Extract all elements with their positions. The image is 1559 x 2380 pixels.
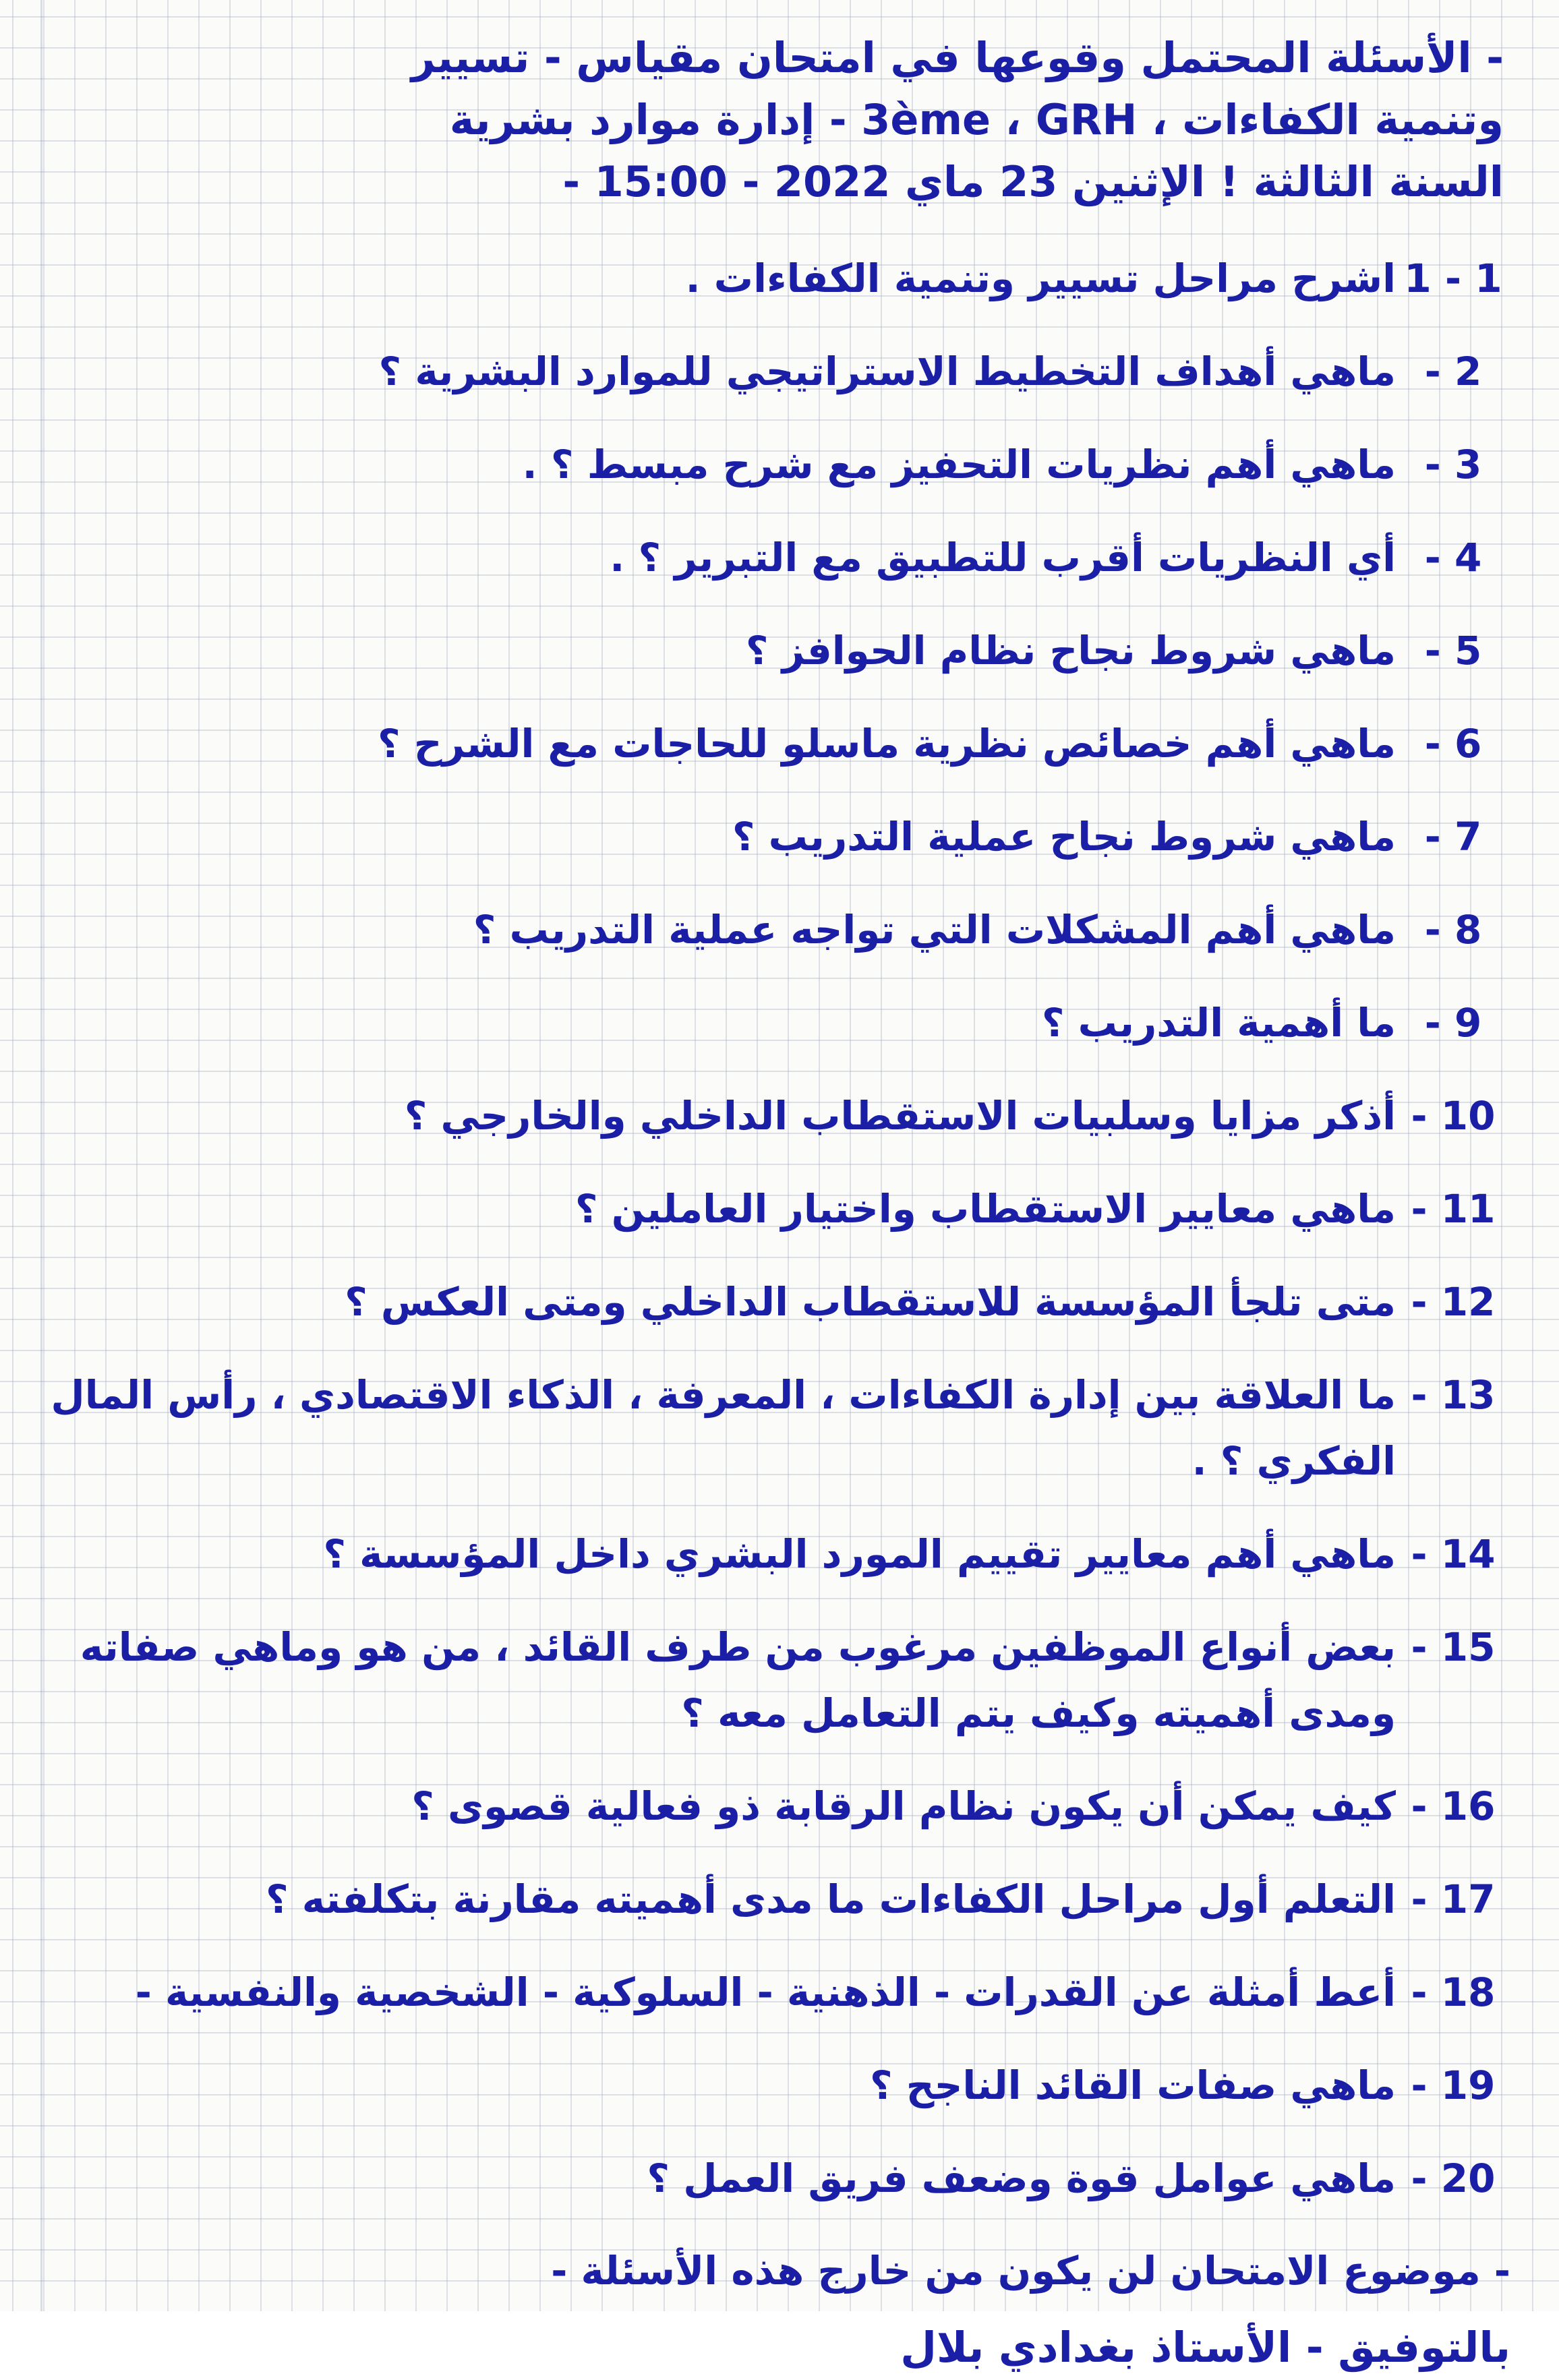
question-9 <box>47 990 1510 1056</box>
page-margin-line <box>40 0 42 2311</box>
question-text: ماهي أهداف التخطيط الاستراتيجي للموارد البشرية ؟ <box>378 349 1396 394</box>
question-13 <box>47 1362 1510 1494</box>
question-16 <box>47 1773 1510 1839</box>
question-text: بعض أنواع الموظفين مرغوب من طرف القائد ، من هو وماهي صفاته ومدى أهميته وكيف يتم التعامل معه ؟ <box>80 1624 1396 1736</box>
question-number: 6 - <box>1424 721 1482 767</box>
question-2 <box>47 338 1510 405</box>
question-number: 16 - <box>1411 1783 1496 1829</box>
question-20 <box>47 2145 1510 2211</box>
question-number: 1 - 1 <box>1404 256 1502 301</box>
question-text: التعلم أول مراحل الكفاءات ما مدى أهميته مقارنة بتكلفته ؟ <box>265 1876 1396 1922</box>
question-19 <box>47 2052 1510 2118</box>
question-text: ماهي شروط نجاح عملية التدريب ؟ <box>732 814 1396 860</box>
question-number: 17 - <box>1411 1876 1496 1922</box>
question-12 <box>47 1269 1510 1335</box>
question-number: 19 - <box>1411 2062 1496 2108</box>
question-15 <box>47 1614 1510 1746</box>
header-line-1: - الأسئلة المحتمل وقوعها في امتحان مقياس - تسيير <box>411 33 1504 82</box>
question-number: 2 - <box>1424 349 1482 394</box>
question-number: 3 - <box>1424 442 1482 487</box>
question-14 <box>47 1521 1510 1587</box>
question-text: ماهي معايير الاستقطاب واختيار العاملين ؟ <box>575 1186 1396 1232</box>
question-text: كيف يمكن أن يكون نظام الرقابة ذو فعالية قصوى ؟ <box>411 1783 1396 1829</box>
question-number: 10 - <box>1411 1093 1496 1139</box>
header <box>47 27 1510 213</box>
question-6 <box>47 711 1510 777</box>
question-text: ماهي أهم خصائص نظرية ماسلو للحاجات مع الشرح ؟ <box>377 721 1396 767</box>
header-line-3: السنة الثالثة ! الإثنين 23 ماي 2022 - 15:00 - <box>562 157 1504 206</box>
exam-scope-note: - موضوع الامتحان لن يكون من خارج هذه الأسئلة - <box>551 2248 1510 2294</box>
question-text: ما أهمية التدريب ؟ <box>1041 1000 1396 1046</box>
question-text: أي النظريات أقرب للتطبيق مع التبرير ؟ . <box>610 535 1396 581</box>
question-text: متى تلجأ المؤسسة للاستقطاب الداخلي ومتى العكس ؟ <box>345 1279 1396 1325</box>
question-number: 13 - <box>1411 1372 1496 1418</box>
handwritten-sheet <box>47 27 1510 2372</box>
question-text: أعط أمثلة عن القدرات - الذهنية - السلوكية - الشخصية والنفسية - <box>135 1969 1396 2015</box>
question-text: اشرح مراحل تسيير وتنمية الكفاءات . <box>685 256 1396 301</box>
question-17 <box>47 1866 1510 1932</box>
question-8 <box>47 897 1510 963</box>
question-text: ماهي صفات القائد الناجح ؟ <box>869 2062 1396 2108</box>
question-5 <box>47 618 1510 684</box>
question-11 <box>47 1176 1510 1242</box>
question-3 <box>47 432 1510 498</box>
question-number: 5 - <box>1424 628 1482 674</box>
question-text: ماهي عوامل قوة وضعف فريق العمل ؟ <box>647 2155 1396 2201</box>
question-number: 14 - <box>1411 1531 1496 1577</box>
question-4 <box>47 525 1510 591</box>
question-number: 9 - <box>1424 1000 1482 1046</box>
question-7 <box>47 804 1510 870</box>
question-text: ما العلاقة بين إدارة الكفاءات ، المعرفة ، الذكاء الاقتصادي ، رأس المال الفكري ؟ . <box>51 1372 1396 1484</box>
question-number: 7 - <box>1424 814 1482 860</box>
question-10 <box>47 1083 1510 1149</box>
questions-list <box>47 245 1510 2211</box>
teacher-signature: بالتوفيق - الأستاذ بغدادي بلال <box>900 2323 1510 2372</box>
question-number: 20 - <box>1411 2155 1496 2201</box>
question-number: 12 - <box>1411 1279 1496 1325</box>
question-number: 8 - <box>1424 907 1482 953</box>
question-number: 11 - <box>1411 1186 1496 1232</box>
question-text: ماهي أهم معايير تقييم المورد البشري داخل المؤسسة ؟ <box>323 1531 1396 1577</box>
question-text: أذكر مزايا وسلبيات الاستقطاب الداخلي والخارجي ؟ <box>404 1093 1396 1139</box>
question-number: 4 - <box>1424 535 1482 581</box>
question-1 <box>47 245 1510 311</box>
question-number: 15 - <box>1411 1624 1496 1670</box>
question-number: 18 - <box>1411 1969 1496 2015</box>
question-text: ماهي أهم المشكلات التي تواجه عملية التدريب ؟ <box>473 907 1396 953</box>
question-text: ماهي شروط نجاح نظام الحوافز ؟ <box>745 628 1396 674</box>
question-18 <box>47 1959 1510 2025</box>
header-line-2: وتنمية الكفاءات ، 3ème ، GRH - إدارة موارد بشرية <box>449 95 1504 144</box>
question-text: ماهي أهم نظريات التحفيز مع شرح مبسط ؟ . <box>522 442 1396 487</box>
